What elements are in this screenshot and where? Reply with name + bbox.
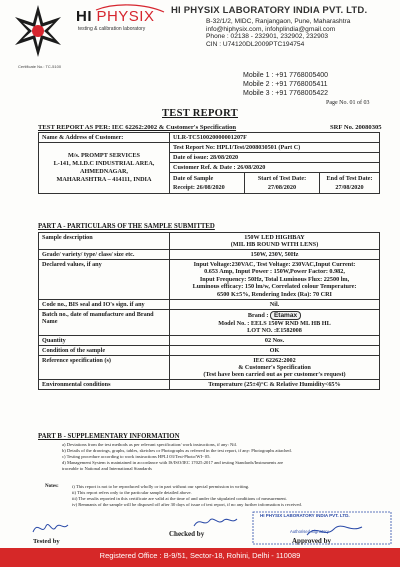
start-date-cell — [245, 173, 320, 194]
row-key: Declared values, if any — [39, 260, 170, 300]
report-number: Test Report No: HPLI/Test/2008030501 (Part C) — [170, 143, 380, 153]
checked-by-label: Checked by — [169, 530, 205, 538]
row-key: Grade/ variety/ type/ class/ size etc. — [39, 250, 170, 260]
mobile-line: Mobile 1 : +91 7768005400 — [243, 72, 329, 79]
letterhead — [0, 0, 400, 110]
list-item: ii) This report refers only to the particular sample detailed above. — [72, 490, 192, 495]
mobile-line: Mobile 3 : +91 7768005422 — [243, 90, 329, 97]
table-row — [39, 310, 380, 336]
end-date-label: End of Test Date: — [326, 175, 373, 182]
list-item: a) Deviations from the test methods as per relevant specification/ work instructions, if any: Nil. — [62, 442, 238, 447]
checker-signature-icon — [190, 514, 240, 530]
list-item: iii) The results reported in this certificate are valid at the time of and under the stipulated conditions of measurement. — [72, 496, 287, 501]
list-item: i) This report is not to be reproduced wholly or in part without our special permission in writing. — [72, 484, 250, 489]
address-line: Phone : 02138 - 232901, 232902, 232903 — [206, 33, 329, 41]
stamp-company-text: HI PHYSIX LABORATORY INDIA PVT. LTD. — [260, 513, 350, 518]
table-row — [39, 260, 380, 300]
mobile-line: Mobile 2 : +91 7768005411 — [243, 81, 328, 88]
company-address — [206, 18, 350, 49]
brand-hi: HI — [76, 8, 92, 25]
row-key: Condition of the sample — [39, 346, 170, 356]
date-of-sample-label: Date of Sample — [173, 175, 214, 182]
sample-table — [38, 232, 380, 390]
row-value: 150W LED HIGHBAY (MIL HB ROUND WITH LENS) — [170, 233, 380, 250]
sample-receipt-cell — [170, 173, 245, 194]
address-line: CIN : U74120DL2009PTC194754 — [206, 41, 305, 49]
list-item: c) Testing procedure according to work instructions HPLI 03/Test-Photo/WI- 05. — [62, 454, 211, 459]
report-standard: TEST REPORT AS PER: IEC 62262:2002 & Customer's Specification — [38, 124, 237, 131]
table-row — [39, 346, 380, 356]
row-value: 02 Nos. — [170, 336, 380, 346]
customer-reference: Customer Ref. & Date : 26/08/2020 — [170, 163, 380, 173]
row-key: Environmental conditions — [39, 380, 170, 390]
approved-by-label: Approved by — [292, 537, 331, 545]
customer-line: L-141, M.I.D.C INDUSTRIAL AREA, — [53, 160, 155, 167]
end-date-cell — [320, 173, 380, 194]
hiphysix-star-logo-icon — [10, 3, 66, 59]
address-line: info@hiphysix.com, infohplindia@gmail.com — [206, 25, 336, 33]
date-of-issue: Date of issue: 28/08/2020 — [170, 153, 380, 163]
customer-address-cell — [39, 143, 170, 194]
customer-line: MAHARASHTRA – 414111, INDIA — [56, 176, 152, 183]
stamp-authorised-text: Authorised Signatory — [290, 529, 329, 534]
notes-label: Notes: — [45, 484, 59, 489]
table-row — [39, 233, 380, 250]
end-date: 27/08/2020 — [335, 184, 364, 191]
row-key: Quantity — [39, 336, 170, 346]
page-number: Page No. 01 of 03 — [326, 100, 370, 106]
company-name: HI PHYSIX LABORATORY INDIA PVT. LTD. — [171, 5, 368, 16]
brand-name — [76, 8, 154, 26]
mobile-numbers — [243, 71, 328, 98]
part-a-title: PART A - PARTICULARS OF THE SAMPLE SUBMITTED — [38, 223, 215, 230]
row-value: Brand : Etamax Model No. : EELS 150W RND ML HB HL LOT NO. :E1582008 — [170, 310, 380, 336]
certificate-number: Certificate No.: TC-5100 — [18, 64, 62, 69]
row-value: Nil. — [170, 300, 380, 310]
brand-tagline: testing & calibration laboratory — [78, 26, 146, 32]
table-row — [39, 250, 380, 260]
tester-signature-icon — [30, 518, 70, 538]
receipt-date: Receipt: 26/08/2020 — [173, 184, 225, 191]
address-line: B-32/1/2, MIDC, Ranjangaon, Pune, Maharashtra — [206, 18, 351, 25]
row-value: IEC 62262:2002 & Customer's Specification (Test have been carried out as per customer's request) — [170, 356, 380, 380]
customer-line: AHMEDNAGAR, — [80, 168, 128, 175]
customer-table — [38, 132, 380, 194]
brand-physix: PHYSIX — [96, 8, 155, 25]
list-item: d) Management System is maintained in accordance with IS/ISO/IEC 17025:2017 and testing Standards/Instruments are — [62, 460, 284, 465]
row-value: OK — [170, 346, 380, 356]
start-date-label: Start of Test Date: — [257, 175, 307, 182]
row-key: Code no., BIS seal and IO's sign. if any — [39, 300, 170, 310]
etamax-brand-logo-icon: Etamax — [270, 311, 301, 320]
list-item: b) Details of the drawings, graphs, tables, sketches or Photographs as referred in the test report, if any: Photographs attached. — [62, 448, 292, 453]
list-item: iv) Remnants of the sample will be disposed off after 30 days of issue of test report, if no any further information is received. — [72, 502, 302, 507]
row-value: Input Voltage:230VAC, Test Voltage: 230VAC,Input Current: 0.653 Amp, Input Power : 150W,Power Factor: 0.982, Input Frequency: 50Hz, Total Luminous Flux: 22500 lm, Luminous efficacy: 150 lm/w, Correlated colour Temperature: 6500 K±5%, Rendering Index (Ra): 70 CRI — [170, 260, 380, 300]
report-title: TEST REPORT — [162, 108, 238, 119]
start-date: 27/08/2020 — [267, 184, 297, 191]
table-row — [39, 336, 380, 346]
brand-line: Brand : Etamax — [173, 311, 376, 320]
footer-address: Registered Office : B-9/51, Sector-18, Rohini, Delhi - 110089 — [99, 551, 301, 560]
customer-name-label: Name & Address of Customer: — [39, 133, 170, 143]
table-row — [39, 300, 380, 310]
list-item: traceable to National and International Standards — [62, 466, 152, 471]
part-b-title: PART B - SUPPLEMENTARY INFORMATION — [38, 433, 180, 440]
ulr-number: ULR-TC510020000001207F — [170, 133, 380, 143]
table-row — [39, 380, 380, 390]
row-value: 150W, 230V, 50Hz — [170, 250, 380, 260]
row-key: Sample description — [39, 233, 170, 250]
row-key: Reference specification (s) — [39, 356, 170, 380]
table-row — [39, 356, 380, 380]
customer-line: M/s. PROMPT SERVICES — [67, 152, 141, 159]
row-value: Temperature (25±4)°C & Relative Humidity<65% — [170, 380, 380, 390]
srf-number: SRF No. 20080305 — [330, 124, 382, 131]
tested-by-label: Tested by — [33, 538, 60, 545]
part-b-list — [62, 442, 382, 472]
notes-list — [72, 484, 387, 508]
row-key: Batch no., date of manufacture and Brand Name — [39, 310, 170, 336]
